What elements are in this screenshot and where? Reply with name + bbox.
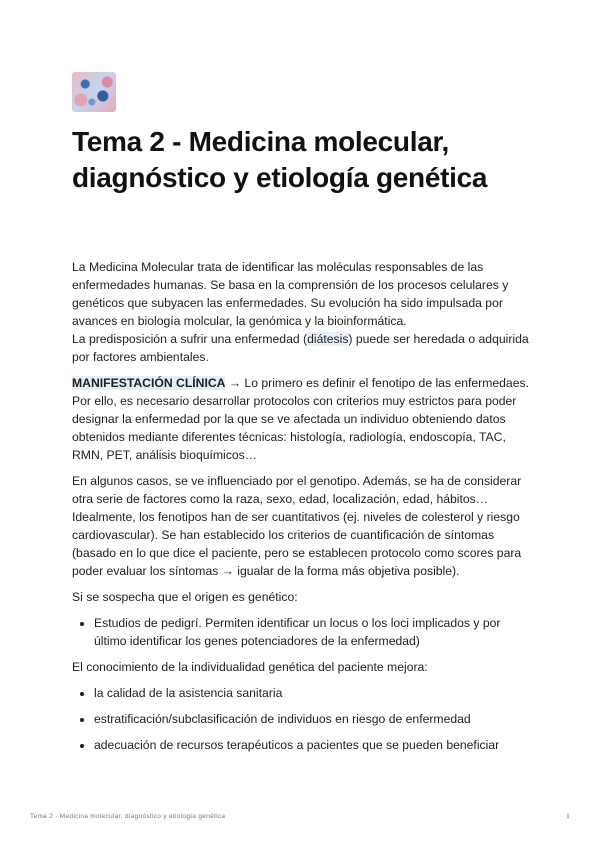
list-item: • la calidad de la asistencia sanitaria [94,684,532,702]
paragraph-diatesis-after: ) puede ser heredada o adquirida por factores ambientales. [72,332,529,364]
paragraph-manifestacion-text: → Lo primero es definir el fenotipo de las enfermedaes. Por ello, es necesario desarrollar protocolos con criterios muy estrictos para poder designar la enfermedad por la que se ve afectada un individuo obteniendo datos obtenidos mediante diferentes técnicas: histología, radiología, endoscopía, TAC, RMN, PET, análisis bioquímicos… [72,376,529,462]
page-footer [30,813,570,820]
paragraph-genotipo: En algunos casos, se ve influenciado por el genotipo. Además, se ha de considerar otra serie de factores como la raza, sexo, edad, localización, edad, hábitos… Idealmente, los fenotipos han de ser cuantitativos (ej. niveles de colesterol y riesgo cardiovascular). Se han establecido los criterios de cuantificación de síntomas (basado en lo que dice el paciente, pero se establecen protocolo como scores para poder evaluar los síntomas → igualar de la forma más objetiva posible). [72,474,522,578]
list-item: • adecuación de recursos terapéuticos a pacientes que se pueden beneficiar [94,736,532,754]
paragraph-intro: La Medicina Molecular trata de identificar las moléculas responsables de las enfermedades humanas. Se basa en la comprensión de los procesos celulares y genéticos que subyacen las enfermedades. Su evolución ha sido impulsada por avances en biología molcular, la genómica y la bioinformática. [72,260,509,328]
diatesis-term: diátesis [307,332,349,346]
manifestacion-term: MANIFESTACIÓN CLÍNICA [72,376,226,390]
document-body [72,258,532,762]
page-title: Tema 2 - Medicina molecular, diagnóstico y etiología genética [72,126,488,193]
footer-text: Tema 2 - Medicina molecular, diagnóstico y etiología genética [30,813,226,820]
cover-image-icon [72,72,116,112]
list-origen [72,614,532,650]
paragraph-manifestacion [72,374,532,464]
paragraph-conocimiento: El conocimiento de la individualidad genética del paciente mejora: [72,660,428,674]
list-item: • estratificación/subclasificación de individuos en riesgo de enfermedad [94,710,532,728]
paragraph-diatesis [72,330,532,366]
list-item: • Estudios de pedigrí. Permiten identificar un locus o los loci implicados y por último identificar los genes potenciadores de la enfermedad) [94,614,532,650]
list-mejoras [72,684,532,754]
page-number: 1 [566,813,570,820]
paragraph-origen: Si se sospecha que el origen es genético: [72,590,298,604]
paragraph-diatesis-before: La predisposición a sufrir una enfermedad ( [72,332,308,346]
